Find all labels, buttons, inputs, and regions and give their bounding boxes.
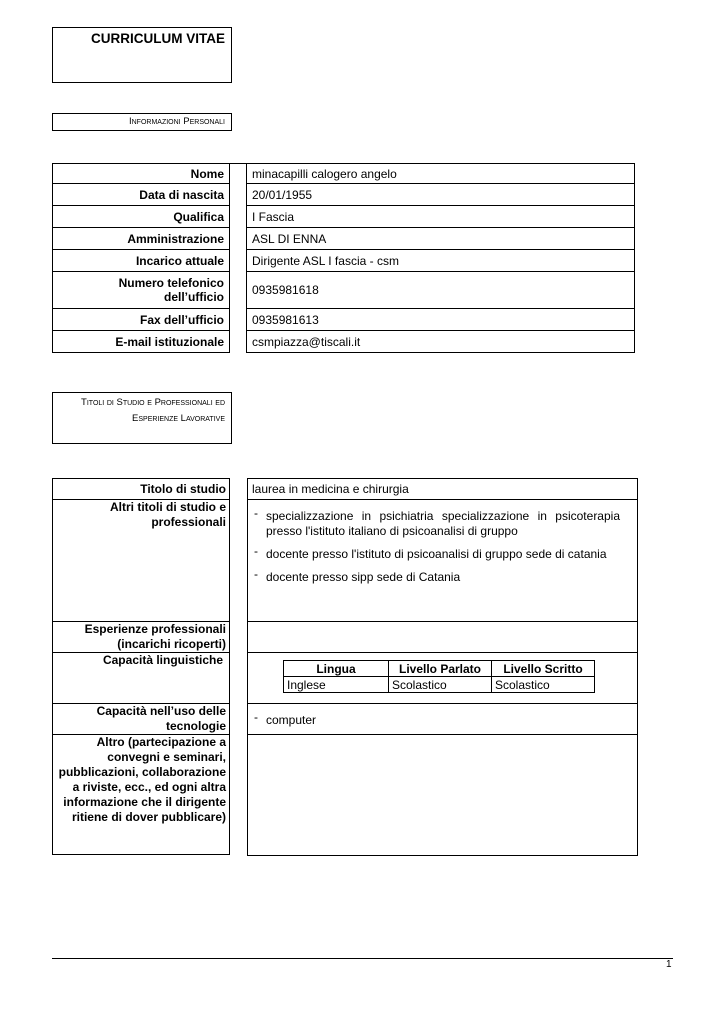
personal-label: Incarico attuale: [52, 250, 230, 272]
lingue-label: Capacità linguistiche: [52, 653, 230, 704]
altro-label-text: Altro (partecipazione a convegni e seminari, pubblicazioni, collaborazione a riviste, ecc., ed ogni altra informazione che il dirigente ritiene di dover pubblicare): [58, 735, 226, 824]
personal-row: [52, 184, 635, 206]
personal-value: Dirigente ASL I fascia - csm: [246, 250, 635, 272]
personal-row: [52, 272, 635, 309]
personal-row: [52, 250, 635, 272]
personal-value: ASL DI ENNA: [246, 228, 635, 250]
personal-label: Numero telefonico dell’ufficio: [52, 272, 230, 309]
personal-label: Amministrazione: [52, 228, 230, 250]
lang-header-parlato: Livello Parlato: [389, 661, 492, 677]
column-gap: [230, 331, 246, 353]
titolo-value: laurea in medicina e chirurgia: [247, 478, 638, 500]
lang-cell: Scolastico: [492, 677, 595, 693]
lang-cell: Inglese: [284, 677, 389, 693]
personal-row: [52, 228, 635, 250]
personal-row: [52, 309, 635, 331]
section-personal-title: Informazioni Personali: [128, 116, 225, 127]
lang-header-scritto: Livello Scritto: [492, 661, 595, 677]
personal-info-table: [52, 163, 635, 353]
column-gap: [230, 272, 246, 309]
tecnologie-item: [252, 710, 637, 728]
personal-value: 20/01/1955: [246, 184, 635, 206]
section-personal-header: [52, 113, 232, 131]
bullet-dash: -: [254, 506, 258, 520]
bullet-dash: -: [254, 710, 258, 724]
bullet-dash: -: [254, 544, 258, 558]
column-gap: [230, 184, 246, 206]
personal-label: E-mail istituzionale: [52, 331, 230, 353]
bullet-dash: -: [254, 567, 258, 581]
altro-label: [52, 735, 230, 855]
esperienze-label: Esperienze professionali (incarichi ricoperti): [52, 622, 230, 653]
altri-label: [52, 500, 230, 622]
titolo-label: Titolo di studio: [52, 478, 230, 500]
section-titles-title: Titoli di Studio e Professionali ed Esperienze Lavorative: [81, 397, 225, 424]
altri-label-text: Altri titoli di studio e professionali: [110, 500, 226, 529]
personal-value: 0935981613: [246, 309, 635, 331]
altri-item: [252, 544, 637, 562]
cv-title: CURRICULUM VITAE: [91, 31, 225, 46]
personal-label: Data di nascita: [52, 184, 230, 206]
altri-item: [252, 506, 637, 539]
personal-row: [52, 206, 635, 228]
language-table: [283, 660, 595, 693]
page-number: 1: [666, 959, 672, 970]
altri-item-text: docente presso sipp sede di Catania: [266, 570, 461, 584]
footer-rule: [52, 958, 673, 959]
altri-values: [247, 500, 638, 622]
personal-value: 0935981618: [246, 272, 635, 309]
language-row: [284, 677, 595, 693]
tecnologie-label: Capacità nell’uso delle tecnologie: [52, 704, 230, 735]
personal-label: Nome: [52, 163, 230, 184]
column-gap: [230, 228, 246, 250]
column-gap: [230, 250, 246, 272]
altri-item-text: specializzazione in psichiatria specializzazione in psicoterapia presso l'istituto italiano di psicoanalisi di gruppo: [266, 509, 620, 538]
personal-row: [52, 331, 635, 353]
column-gap: [230, 206, 246, 228]
personal-value: I Fascia: [246, 206, 635, 228]
lang-header-lingua: Lingua: [284, 661, 389, 677]
altri-item-text: docente presso l'istituto di psicoanalisi di gruppo sede di catania: [266, 547, 607, 561]
column-gap: [230, 309, 246, 331]
altro-value: [247, 735, 638, 856]
altri-item: [252, 567, 637, 585]
personal-row: [52, 163, 635, 184]
column-gap: [230, 163, 246, 184]
cv-title-box: [52, 27, 232, 83]
lingue-value: [247, 653, 638, 704]
tecnologie-item-text: computer: [266, 713, 317, 727]
lang-cell: Scolastico: [389, 677, 492, 693]
section-titles-header: [52, 392, 232, 444]
tecnologie-value: [247, 704, 638, 735]
personal-value: csmpiazza@tiscali.it: [246, 331, 635, 353]
personal-label: Fax dell’ufficio: [52, 309, 230, 331]
personal-label: Qualifica: [52, 206, 230, 228]
esperienze-value: [247, 622, 638, 653]
personal-value: minacapilli calogero angelo: [246, 163, 635, 184]
